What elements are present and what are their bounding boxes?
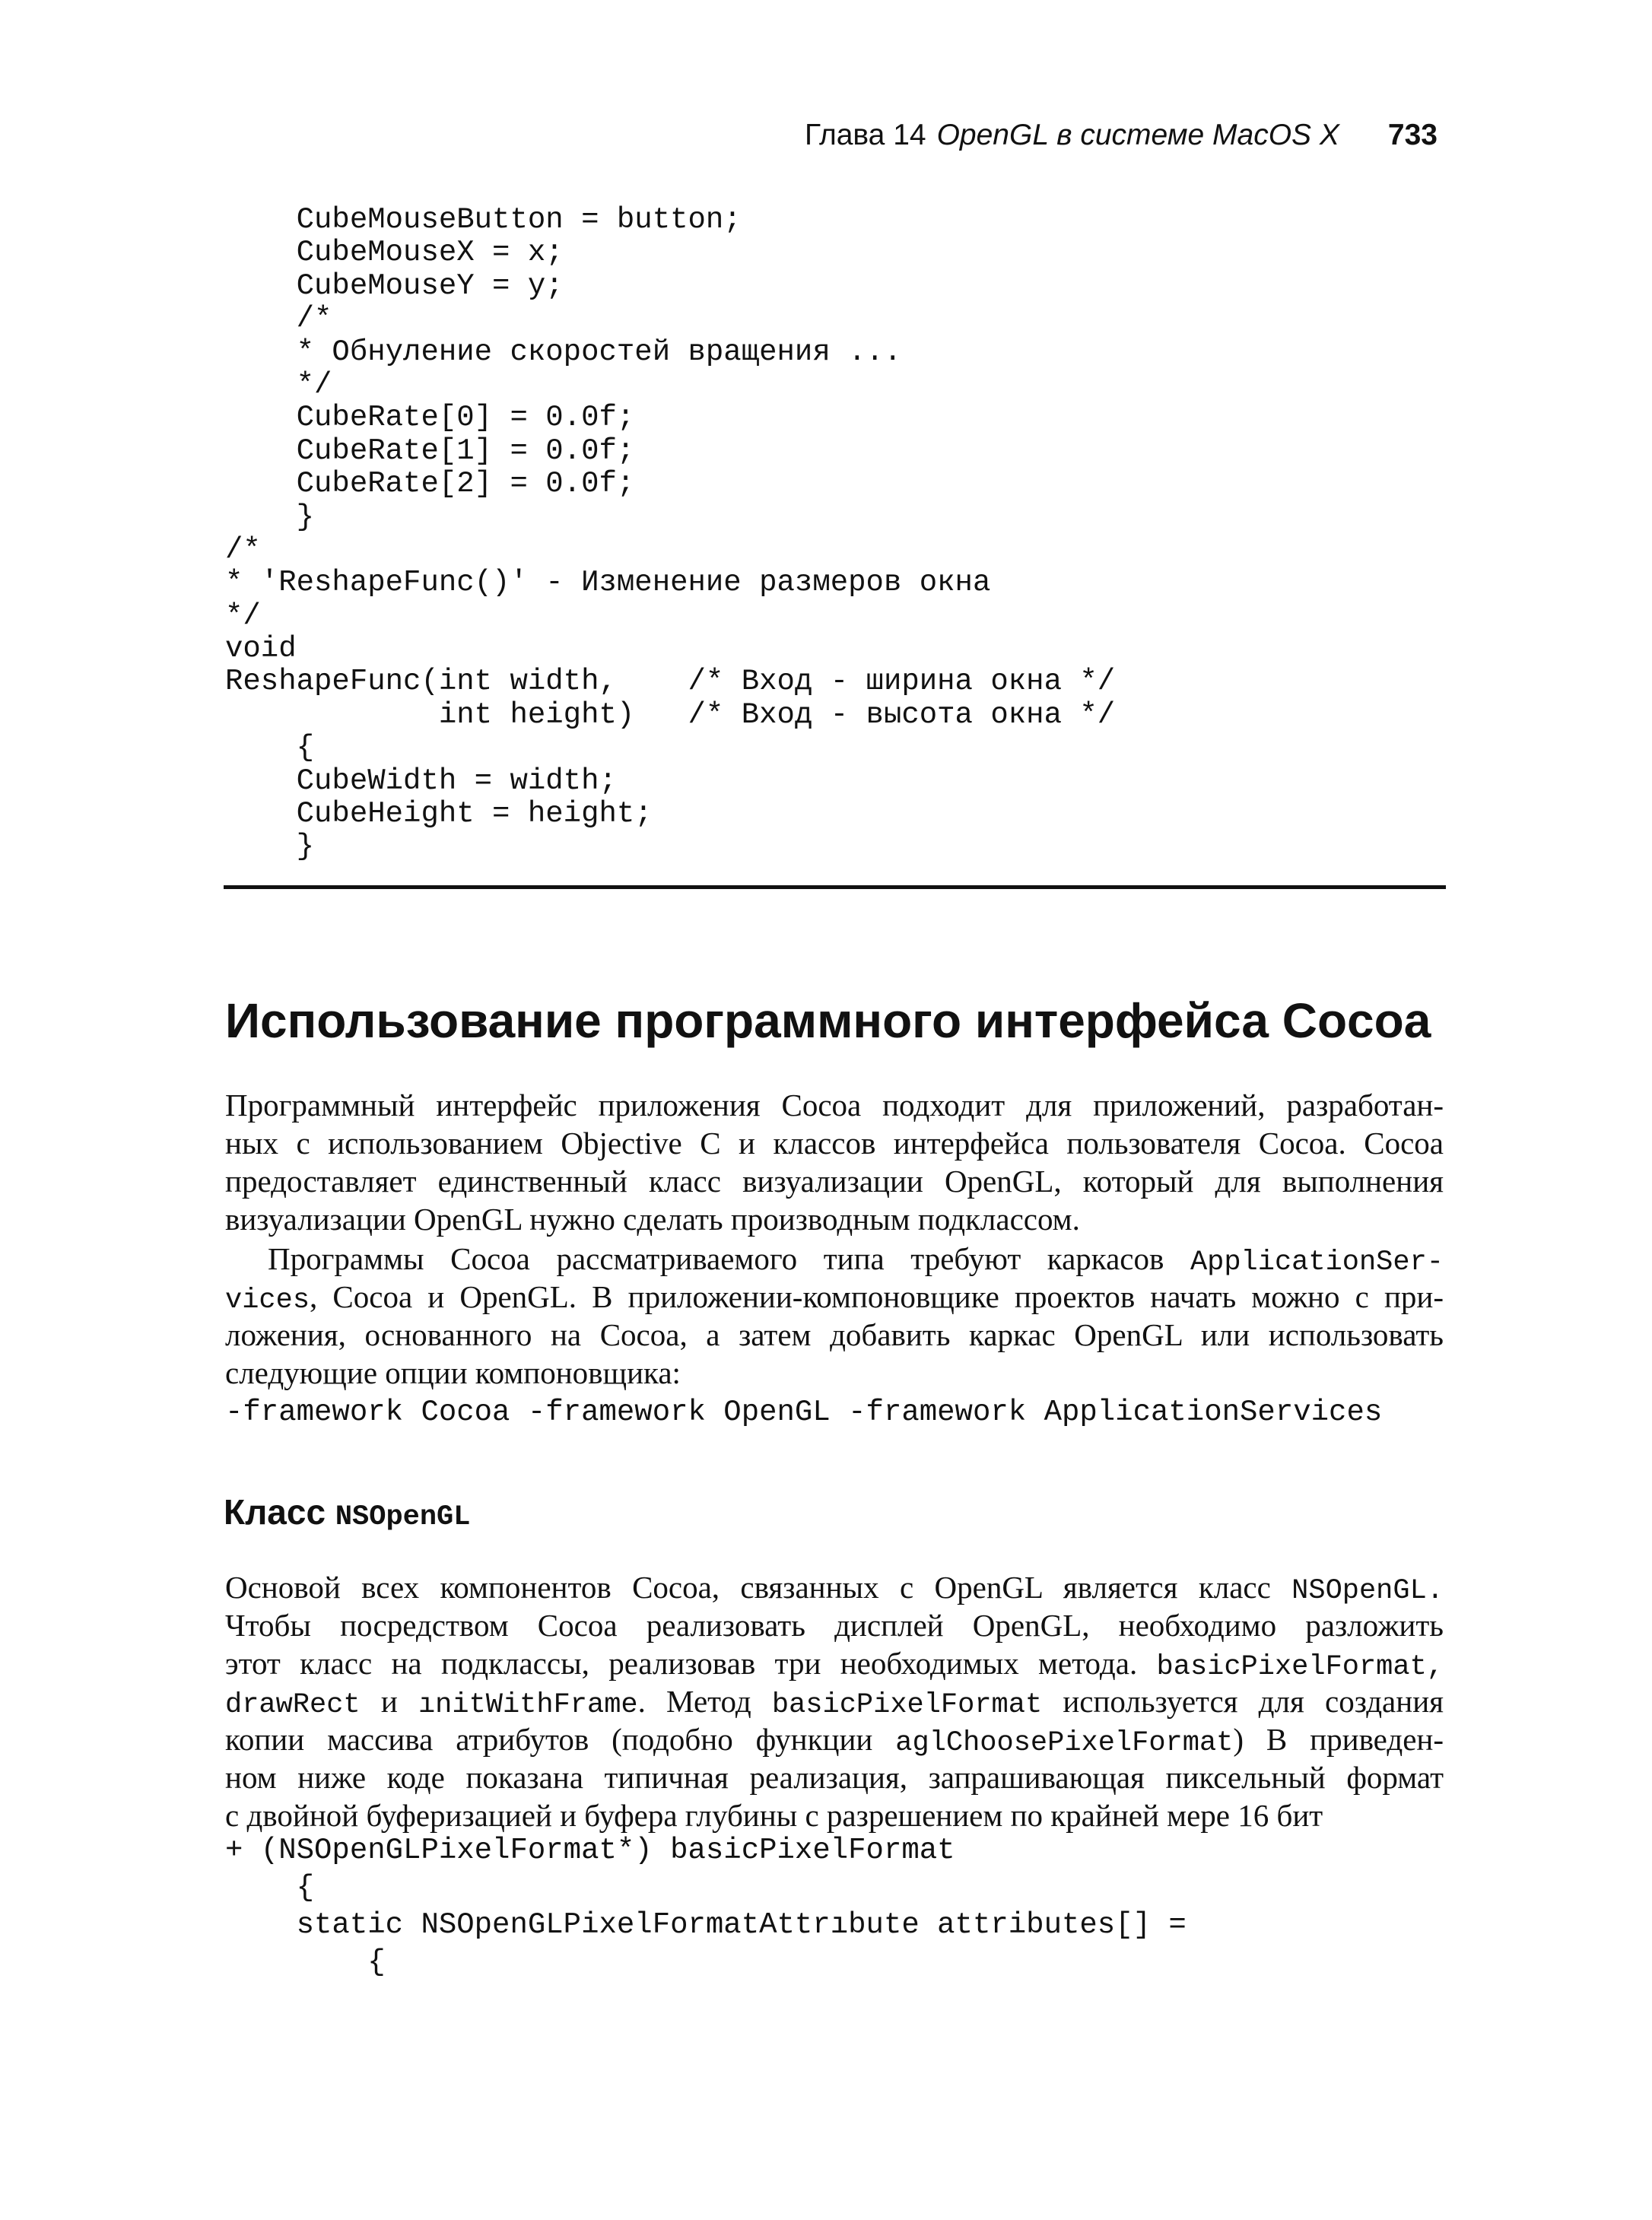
inline-code: aglChoosePixelFormat: [895, 1727, 1234, 1759]
text-line: Программный интерфейс приложения Cocoa подходит для приложений, разработан-: [225, 1088, 1444, 1123]
code-line: {: [225, 1945, 386, 1979]
text-run: ) В приведен-: [1233, 1722, 1444, 1757]
code-line: ReshapeFunc(int width, /* Вход - ширина окна */: [225, 665, 1116, 699]
code-line: int height) /* Вход - высота окна */: [225, 697, 1116, 732]
subsection-heading: [224, 1489, 470, 1540]
body-paragraph: [225, 1568, 1444, 1834]
code-listing-bottom: [225, 1834, 1187, 1983]
text-line: следующие опции компоновщика:: [225, 1355, 681, 1390]
inline-code: ApplicationSer-: [1190, 1247, 1444, 1278]
code-listing-top: [225, 204, 1115, 864]
code-line: CubeRate[1] = 0.0f;: [225, 434, 635, 468]
chapter-label: Глава 14: [805, 119, 926, 151]
subsection-heading-word: Класс: [224, 1492, 326, 1532]
code-line: CubeRate[0] = 0.0f;: [225, 401, 635, 435]
text-run: этот класс на подклассы, реализовав три необходимых метода.: [225, 1646, 1157, 1681]
text-line: предоставляет единственный класс визуализации OpenGL, который для выполнения: [225, 1164, 1444, 1199]
code-line: }: [225, 830, 315, 864]
code-line: */: [225, 367, 332, 402]
text-line: визуализации OpenGL нужно сделать производным подклассом.: [225, 1202, 1080, 1237]
text-line: [225, 1720, 1444, 1758]
code-line: /*: [225, 302, 332, 336]
text-line: [225, 1644, 1444, 1682]
text-line: [225, 1568, 1444, 1606]
text-line: ложения, основанного на Cocoa, а затем добавить каркас OpenGL или использовать: [225, 1317, 1444, 1352]
chapter-title: OpenGL в системе MacOS X: [936, 119, 1339, 151]
text-line: ном ниже коде показана типичная реализация, запрашивающая пиксельный формат: [225, 1760, 1444, 1795]
code-line: * Обнуление скоростей вращения ...: [225, 335, 902, 369]
code-line: */: [225, 599, 261, 633]
text-run: используется для создания: [1042, 1684, 1444, 1719]
text-line: Чтобы посредством Cocoa реализовать дисплей OpenGL, необходимо разложить: [225, 1608, 1444, 1643]
inline-code: ınitWithFrame: [418, 1689, 638, 1721]
text-line: [225, 1682, 1444, 1720]
code-line: * 'ReshapeFunc()' - Изменение размеров окна: [225, 566, 991, 600]
body-paragraph: [225, 1086, 1444, 1238]
text-run: Программы Cocoa рассматриваемого типа требуют каркасов: [268, 1241, 1190, 1276]
code-line: {: [225, 1871, 315, 1904]
text-line: [225, 1240, 1444, 1278]
code-line: CubeWidth = width;: [225, 764, 617, 798]
linker-options-code: -framework Cocoa -framework OpenGL -framework ApplicationServices: [225, 1396, 1383, 1429]
inline-code: basicPixelFormat: [771, 1689, 1043, 1721]
code-line: CubeHeight = height;: [225, 797, 653, 831]
running-header: [761, 113, 1438, 158]
body-paragraph: [225, 1240, 1444, 1392]
text-run: Основой всех компонентов Cocoa, связанных с OpenGL является класс: [225, 1570, 1292, 1605]
section-heading: Использование программного интерфейса Cocoa: [225, 993, 1431, 1048]
code-line: + (NSOpenGLPixelFormat*) basicPixelFormat: [225, 1834, 955, 1867]
code-line: void: [225, 632, 297, 666]
inline-code: vices: [225, 1285, 310, 1316]
inline-code: drawRect: [225, 1689, 361, 1721]
text-line: с двойной буферизацией и буфера глубины с разрешением по крайней мере 16 бит: [225, 1798, 1323, 1833]
code-line: CubeMouseY = y;: [225, 268, 564, 303]
subsection-heading-code: NSOpenGL: [335, 1501, 471, 1533]
code-line: {: [225, 731, 315, 765]
code-line: /*: [225, 532, 261, 567]
page-number: 733: [1387, 119, 1438, 151]
code-line: }: [225, 500, 315, 534]
text-line: ных с использованием Objectіve C и классов интерфейса пользователя Cocoa. Cocoa: [225, 1126, 1444, 1161]
text-run: копии массива атрибутов (подобно функции: [225, 1722, 896, 1757]
inline-code: NSOpenGL.: [1291, 1575, 1444, 1607]
inline-code: basicPixelFormat,: [1156, 1651, 1444, 1683]
listing-end-rule: [224, 885, 1446, 889]
code-line: CubeMouseButton = button;: [225, 203, 742, 237]
text-run: , Cocoa и OpenGL. В приложении-компоновщике проектов начать можно с при-: [310, 1279, 1444, 1314]
code-line: CubeRate[2] = 0.0f;: [225, 467, 635, 501]
code-line: CubeMouseX = x;: [225, 236, 564, 270]
text-run: и: [360, 1684, 418, 1719]
text-line: [225, 1278, 1444, 1316]
text-run: . Метод: [637, 1684, 772, 1719]
code-line: static NSOpenGLPixelFormatAttrıbute attributes[] =: [225, 1908, 1187, 1942]
